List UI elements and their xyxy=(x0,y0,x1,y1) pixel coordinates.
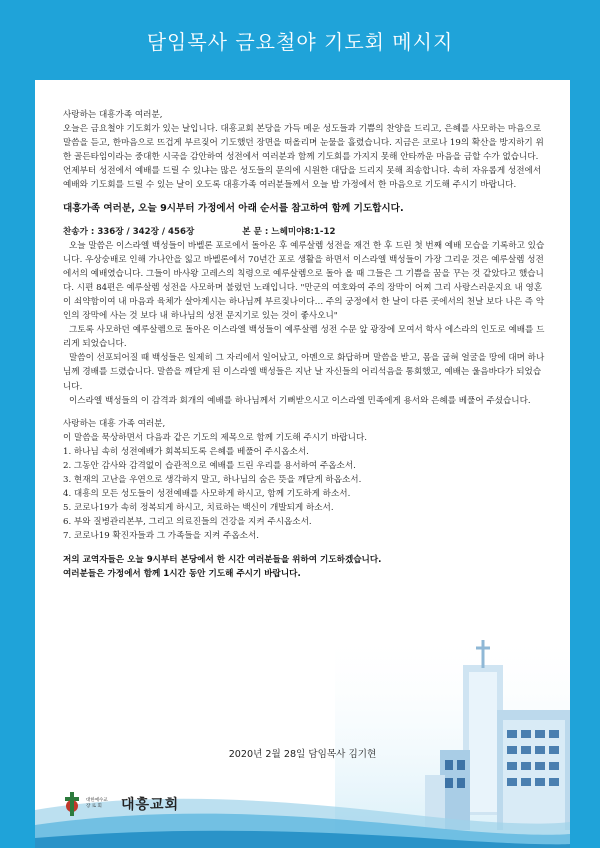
church-emblem-icon xyxy=(63,792,81,816)
prayer-notice: 대흥가족 여러분, 오늘 9시부터 가정에서 아래 순서를 참고하여 함께 기도합시다. xyxy=(63,202,404,214)
prayer-item: 2. 그동안 감사와 감격없이 습관적으로 예배를 드린 우리를 용서하여 주옵소서. xyxy=(63,460,356,471)
intro-paragraph: 오늘은 금요철야 기도회가 있는 날입니다. 대흥교회 본당을 가득 메운 성도들과 기쁨의 찬양을 드리고, 은혜를 사모하는 마음으로 말씀을 듣고, 한마음으로 뜨겁게 부르짖어 기도했던 장면을 떠올리며 눈물을 흘렸습니다. 지금은 코로나 19의 확산을 방지하기 위한 골든타임이라는 중대한 시국을 감안하여 성전에서 여러분과 함께 기도회를 가지지 못해 안타까운 마음을 금할 수가 없습니다. 언제부터 성전에서 예배를 드릴 수 있냐는 많은 성도들의 문의에 시원한 대답을 드리지 못해 죄송합니다. 속히 자유롭게 성전에서 예배와 기도회를 드릴 수 있는 날이 오도록 대흥가족 여러분들께서 오늘 밤 가정에서 한 마음으로 기도해 주시기 바랍니다. xyxy=(63,124,544,191)
prayer-greeting: 사랑하는 대흥 가족 여러분, xyxy=(63,418,166,429)
prayer-item: 7. 코로나19 확진자들과 그 가족들을 지켜 주옵소서. xyxy=(63,531,259,542)
sermon-paragraph: 이스라엘 백성들의 이 감격과 회개의 예배를 하나님께서 기뻐받으시고 이스라엘 민족에게 용서와 은혜를 베풀어 주셨습니다. xyxy=(69,395,531,406)
prayer-item: 4. 대흥의 모든 성도들이 성전예배를 사모하게 하시고, 함께 기도하게 하소서. xyxy=(63,489,351,500)
church-name: 대흥교회 xyxy=(121,797,180,813)
intro-greeting: 사랑하는 대흥가족 여러분, xyxy=(63,110,163,120)
prayer-item: 3. 현재의 고난을 우연으로 생각하지 말고, 하나님의 숨은 뜻을 깨닫게 하옵소서. xyxy=(63,475,362,486)
signature-line: 2020년 2월 28일 담임목사 김기현 xyxy=(228,749,377,760)
prayer-lead: 이 말씀을 묵상하면서 다음과 같은 기도의 제목으로 함께 기도해 주시기 바랍니다. xyxy=(63,432,368,443)
scripture-reference: 본 문 : 느헤미야8:1-12 xyxy=(242,226,336,237)
closing-line: 저의 교역자들은 오늘 9시부터 본당에서 한 시간 여러분들을 위하여 기도하겠습니다. xyxy=(63,554,382,565)
prayer-item: 6. 부와 질병관리본부, 그리고 의료진들의 건강을 지켜 주시옵소서. xyxy=(63,517,312,528)
closing-line: 여러분들은 가정에서 함께 1시간 동안 기도해 주시기 바랍니다. xyxy=(63,568,301,579)
sermon-paragraph: 오늘 말씀은 이스라엘 백성들이 바벨론 포로에서 돌아온 후 예루살렘 성전을 재건 한 후 드린 첫 번째 예배 모습을 기록하고 있습니다. 우상숭배로 인해 가나안을 잃고 바벨론에서 70년간 포로 생활을 하면서 이스라엘 백성들이 가장 그리운 것은 예루살렘 성전에서의 예배였습니다. 그들이 바사왕 고레스의 칙령으로 예루살렘으로 돌아 올 때 그들은 그 기쁨을 꿈을 꾸는 것 같았다고 했습니다. 시편 84편은 예루살렘 성전을 사모하며 불렀던 노래입니다. "만군의 여호와여 주의 장막이 어찌 그리 사랑스러운지요 내 영혼이 쇠약함이여 내 마음과 육체가 살아계시는 하나님께 부르짖나이다… 주의 궁정에서 한 날이 다른 곳에서의 천날 보다 나은 즉 악인의 장막에 사는 것 보다 내 하나님의 성전 문지기로 있는 것이 좋사오니" xyxy=(63,240,545,322)
church-logo xyxy=(63,792,179,816)
prayer-item: 1. 하나님 속히 성전예배가 회복되도록 은혜를 베풀어 주시옵소서. xyxy=(63,446,309,457)
prayer-item: 5. 코로나19가 속히 정복되게 하시고, 치료하는 백신이 개발되게 하소서. xyxy=(63,503,334,514)
sermon-paragraph: 말씀이 선포되어질 때 백성들은 일제히 그 자리에서 일어났고, 아멘으로 화답하며 말씀을 받고, 몸을 굽혀 얼굴을 땅에 대며 하나님께 경배를 드렸습니다. 말씀을 깨닫게 된 이스라엘 백성들은 지난 날 자신들의 어리석음을 통회했고, 예배는 울음바다가 되었습니다. xyxy=(63,353,545,392)
worship-meta xyxy=(63,225,548,239)
message-sheet xyxy=(35,80,570,848)
header-banner xyxy=(0,0,600,90)
denomination-label: 대한예수교 장 로 회 xyxy=(86,798,108,809)
message-body xyxy=(63,108,548,581)
page-title: 담임목사 금요철야 기도회 메시지 xyxy=(146,29,454,54)
sermon-paragraph: 그토록 사모하던 예루살렘으로 돌아온 이스라엘 백성들이 예루살렘 성전 수문 앞 광장에 모여서 학사 에스라의 인도로 예배를 드리게 되었습니다. xyxy=(63,325,545,350)
hymn-numbers: 찬송가 : 336장 / 342장 / 456장 xyxy=(63,226,195,237)
